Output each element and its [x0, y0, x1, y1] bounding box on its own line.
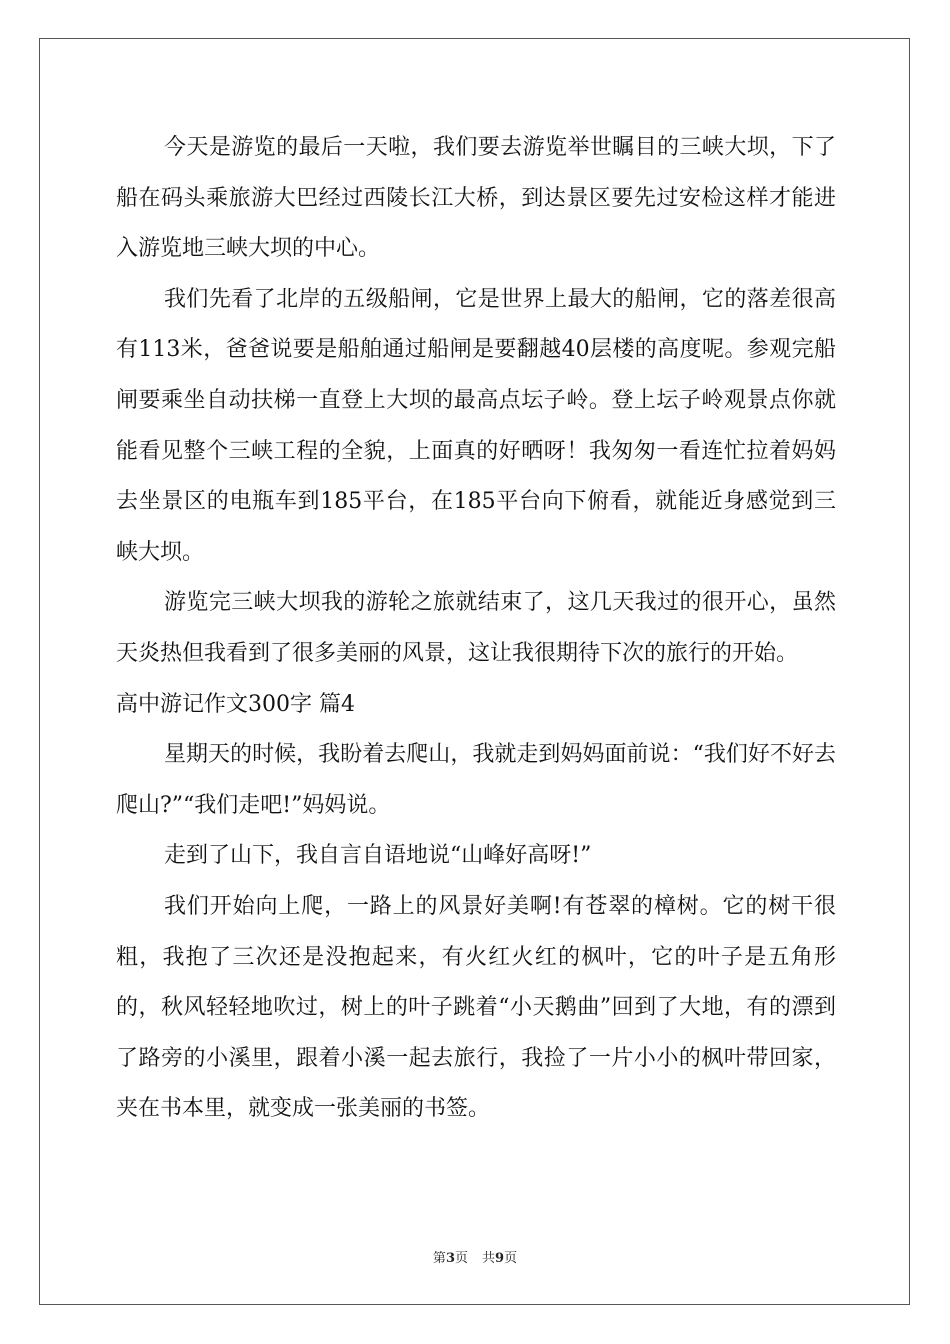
page-prefix: 第 — [432, 1251, 446, 1266]
total-pages: 9 — [495, 1251, 505, 1266]
paragraph: 我们先看了北岸的五级船闸，它是世界上最大的船闸，它的落差很高有113米，爸爸说要是船舶通过船闸是要翻越40层楼的高度呢。参观完船闸要乘坐自动扶梯一直登上大坝的最高点坛子岭。登上坛子岭观景点你就能看见整个三峡工程的全貌，上面真的好晒呀！我匆匆一看连忙拉着妈妈去坐景区的电瓶车到185平台，在185平台向下俯看，就能近身感觉到三峡大坝。 — [116, 286, 836, 565]
paragraph: 星期天的时候，我盼着去爬山，我就走到妈妈面前说：“我们好不好去爬山?”“我们走吧!”妈妈说。 — [116, 742, 836, 818]
paragraph: 走到了山下，我自言自语地说“山峰好高呀!” — [164, 843, 592, 869]
paragraph: 游览完三峡大坝我的游轮之旅就结束了，这几天我过的很开心，虽然天炎热但我看到了很多美丽的风景，这让我很期待下次的旅行的开始。 — [116, 590, 836, 666]
total-suffix: 页 — [504, 1251, 518, 1266]
total-prefix: 共 — [482, 1251, 496, 1266]
document-body — [116, 123, 836, 1135]
paragraph: 我们开始向上爬，一路上的风景好美啊!有苍翠的樟树。它的树干很粗，我抱了三次还是没抱起来，有火红火红的枫叶，它的叶子是五角形的，秋风轻轻地吹过，树上的叶子跳着“小天鹅曲”回到了大地，有的漂到了路旁的小溪里，跟着小溪一起去旅行，我捡了一片小小的枫叶带回家，夹在书本里，就变成一张美丽的书签。 — [116, 893, 836, 1122]
paragraph: 今天是游览的最后一天啦，我们要去游览举世瞩目的三峡大坝，下了船在码头乘旅游大巴经过西陵长江大桥，到达景区要先过安检这样才能进入游览地三峡大坝的中心。 — [116, 135, 836, 262]
page-footer — [0, 1247, 950, 1266]
section-heading: 高中游记作文300字 篇4 — [116, 691, 355, 717]
page-suffix: 页 — [454, 1251, 468, 1266]
page-number: 3 — [445, 1251, 455, 1266]
